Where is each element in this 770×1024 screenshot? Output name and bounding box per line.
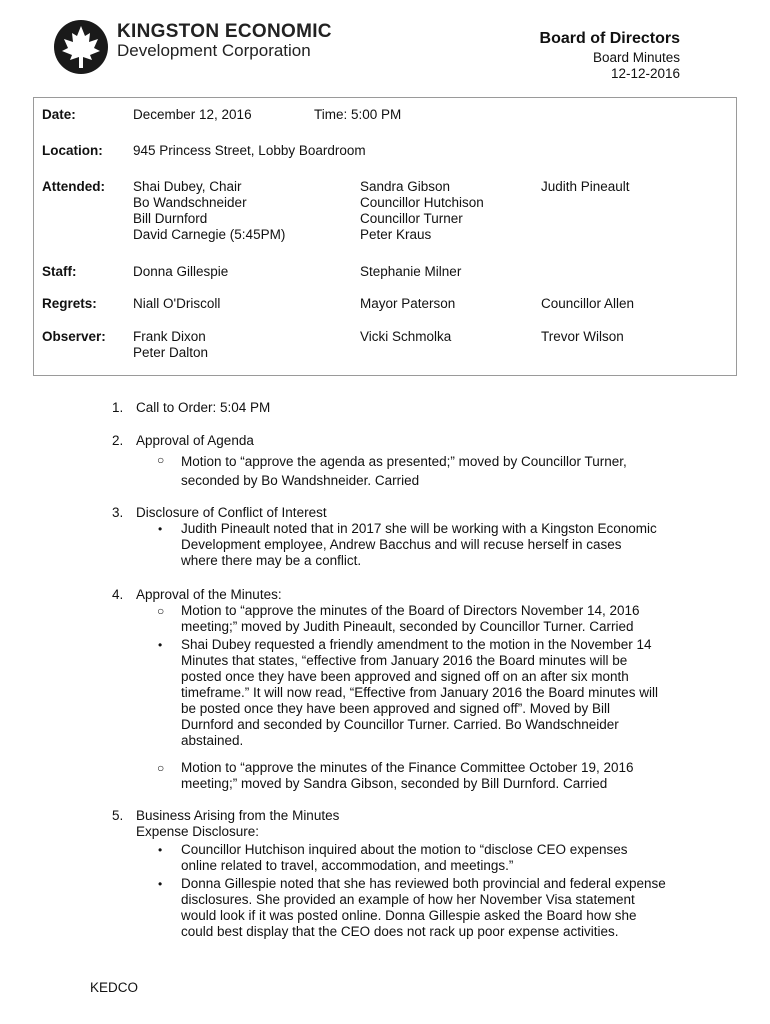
attended-column-1: [133, 179, 285, 243]
observer: Vicki Schmolka: [360, 329, 452, 344]
date-label: Date:: [42, 107, 76, 122]
circle-bullet-icon: ○: [157, 453, 165, 467]
text-line: seconded by Bo Wandshneider. Carried: [181, 473, 420, 488]
document-date: 12-12-2016: [610, 66, 680, 81]
footer-kedco: KEDCO: [90, 980, 139, 995]
attendee: Judith Pineault: [541, 179, 630, 194]
item-number: 3.: [112, 505, 124, 520]
gillespie-note: [181, 876, 701, 940]
minutes-motion-finance: [181, 760, 701, 792]
attendee: Bill Durnford: [133, 211, 208, 226]
observer: Frank Dixon: [133, 329, 206, 344]
document-title: Board of Directors: [539, 30, 680, 47]
item-number: 5.: [112, 808, 124, 823]
text-line: Motion to “approve the agenda as presented;” moved by Councillor Turner,: [181, 454, 627, 469]
text-line: Motion to “approve the minutes of the Board of Directors November 14, 2016: [181, 603, 640, 618]
regrets-member: Councillor Allen: [541, 296, 635, 311]
attendee: David Carnegie (5:45PM): [133, 227, 286, 242]
regrets-member: Niall O'Driscoll: [133, 296, 221, 311]
observer: Peter Dalton: [133, 345, 209, 360]
text-line: meeting;” moved by Judith Pineault, seconded by Councillor Turner. Carried: [181, 619, 634, 634]
text-line: Shai Dubey requested a friendly amendment to the motion in the November 14: [181, 637, 652, 652]
attendee: Councillor Hutchison: [360, 195, 484, 210]
disc-bullet-icon: •: [158, 522, 163, 536]
item-title-approval-of-minutes: Approval of the Minutes:: [136, 587, 282, 602]
text-line: Durnford and seconded by Councillor Turner. Carried. Bo Wandschneider: [181, 717, 619, 732]
item-title-conflict-of-interest: Disclosure of Conflict of Interest: [136, 505, 327, 520]
text-line: posted once they have been approved and signed off on an after six month: [181, 669, 629, 684]
attended-label: Attended:: [42, 179, 105, 194]
staff-member: Stephanie Milner: [360, 264, 462, 279]
circle-bullet-icon: ○: [157, 761, 165, 775]
hutchison-inquiry: [181, 842, 701, 874]
text-line: could best display that the CEO does not rack up poor expense activities.: [181, 924, 619, 939]
item-subtitle-expense-disclosure: Expense Disclosure:: [136, 824, 260, 839]
document-subtitle: Board Minutes: [592, 50, 680, 65]
amendment-note: [181, 637, 701, 749]
staff-member: Donna Gillespie: [133, 264, 229, 279]
agenda-motion: [181, 452, 701, 490]
text-line: meeting;” moved by Sandra Gibson, seconded by Bill Durnford. Carried: [181, 776, 608, 791]
disc-bullet-icon: •: [158, 843, 163, 857]
time-value: Time: 5:00 PM: [314, 107, 402, 122]
text-line: Judith Pineault noted that in 2017 she will be working with a Kingston Economic: [181, 521, 657, 536]
text-line: Motion to “approve the minutes of the Finance Committee October 19, 2016: [181, 760, 634, 775]
item-number: 4.: [112, 587, 124, 602]
text-line: Councillor Hutchison inquired about the motion to “disclose CEO expenses: [181, 842, 628, 857]
item-number: 2.: [112, 433, 124, 448]
maple-leaf-icon: [52, 18, 110, 76]
disc-bullet-icon: •: [158, 877, 163, 891]
text-line: disclosures. She provided an example of how her November Visa statement: [181, 892, 635, 907]
minutes-motion-board: [181, 603, 701, 635]
text-line: timeframe.” It will now read, “Effective from January 2016 the Board minutes will: [181, 685, 658, 700]
item-title-approval-of-agenda: Approval of Agenda: [136, 433, 254, 448]
text-line: Development employee, Andrew Bacchus and will recuse herself in cases: [181, 537, 622, 552]
attended-column-2: [360, 179, 484, 243]
observer-column-1: [133, 329, 208, 361]
observer-label: Observer:: [42, 329, 106, 344]
text-line: online related to travel, accommodation, and meetings.”: [181, 858, 514, 873]
item-title-business-arising: Business Arising from the Minutes: [136, 808, 340, 823]
observer: Trevor Wilson: [541, 329, 624, 344]
attendee: Sandra Gibson: [360, 179, 451, 194]
attendee: Councillor Turner: [360, 211, 463, 226]
date-value: December 12, 2016: [133, 107, 252, 122]
location-value: 945 Princess Street, Lobby Boardroom: [133, 143, 366, 158]
conflict-note: [181, 521, 701, 569]
circle-bullet-icon: ○: [157, 604, 165, 618]
org-name-line2: Development Corporation: [117, 41, 311, 60]
regrets-label: Regrets:: [42, 296, 97, 311]
text-line: where there may be a conflict.: [181, 553, 362, 568]
regrets-member: Mayor Paterson: [360, 296, 456, 311]
attended-column-3: [541, 179, 630, 195]
text-line: be posted once they have been approved and signed off”. Moved by Bill: [181, 701, 611, 716]
item-title-call-to-order: Call to Order: 5:04 PM: [136, 400, 271, 415]
location-label: Location:: [42, 143, 103, 158]
text-line: abstained.: [181, 733, 244, 748]
attendee: Shai Dubey, Chair: [133, 179, 242, 194]
text-line: Donna Gillespie noted that she has reviewed both provincial and federal expense: [181, 876, 666, 891]
org-name-line1: KINGSTON ECONOMIC: [117, 21, 332, 42]
attendee: Peter Kraus: [360, 227, 432, 242]
text-line: would look if it was posted online. Donna Gillespie asked the Board how she: [181, 908, 637, 923]
attendee: Bo Wandschneider: [133, 195, 247, 210]
disc-bullet-icon: •: [158, 638, 163, 652]
staff-label: Staff:: [42, 264, 77, 279]
text-line: Minutes that states, “effective from January 2016 the Board minutes will be: [181, 653, 628, 668]
item-number: 1.: [112, 400, 124, 415]
